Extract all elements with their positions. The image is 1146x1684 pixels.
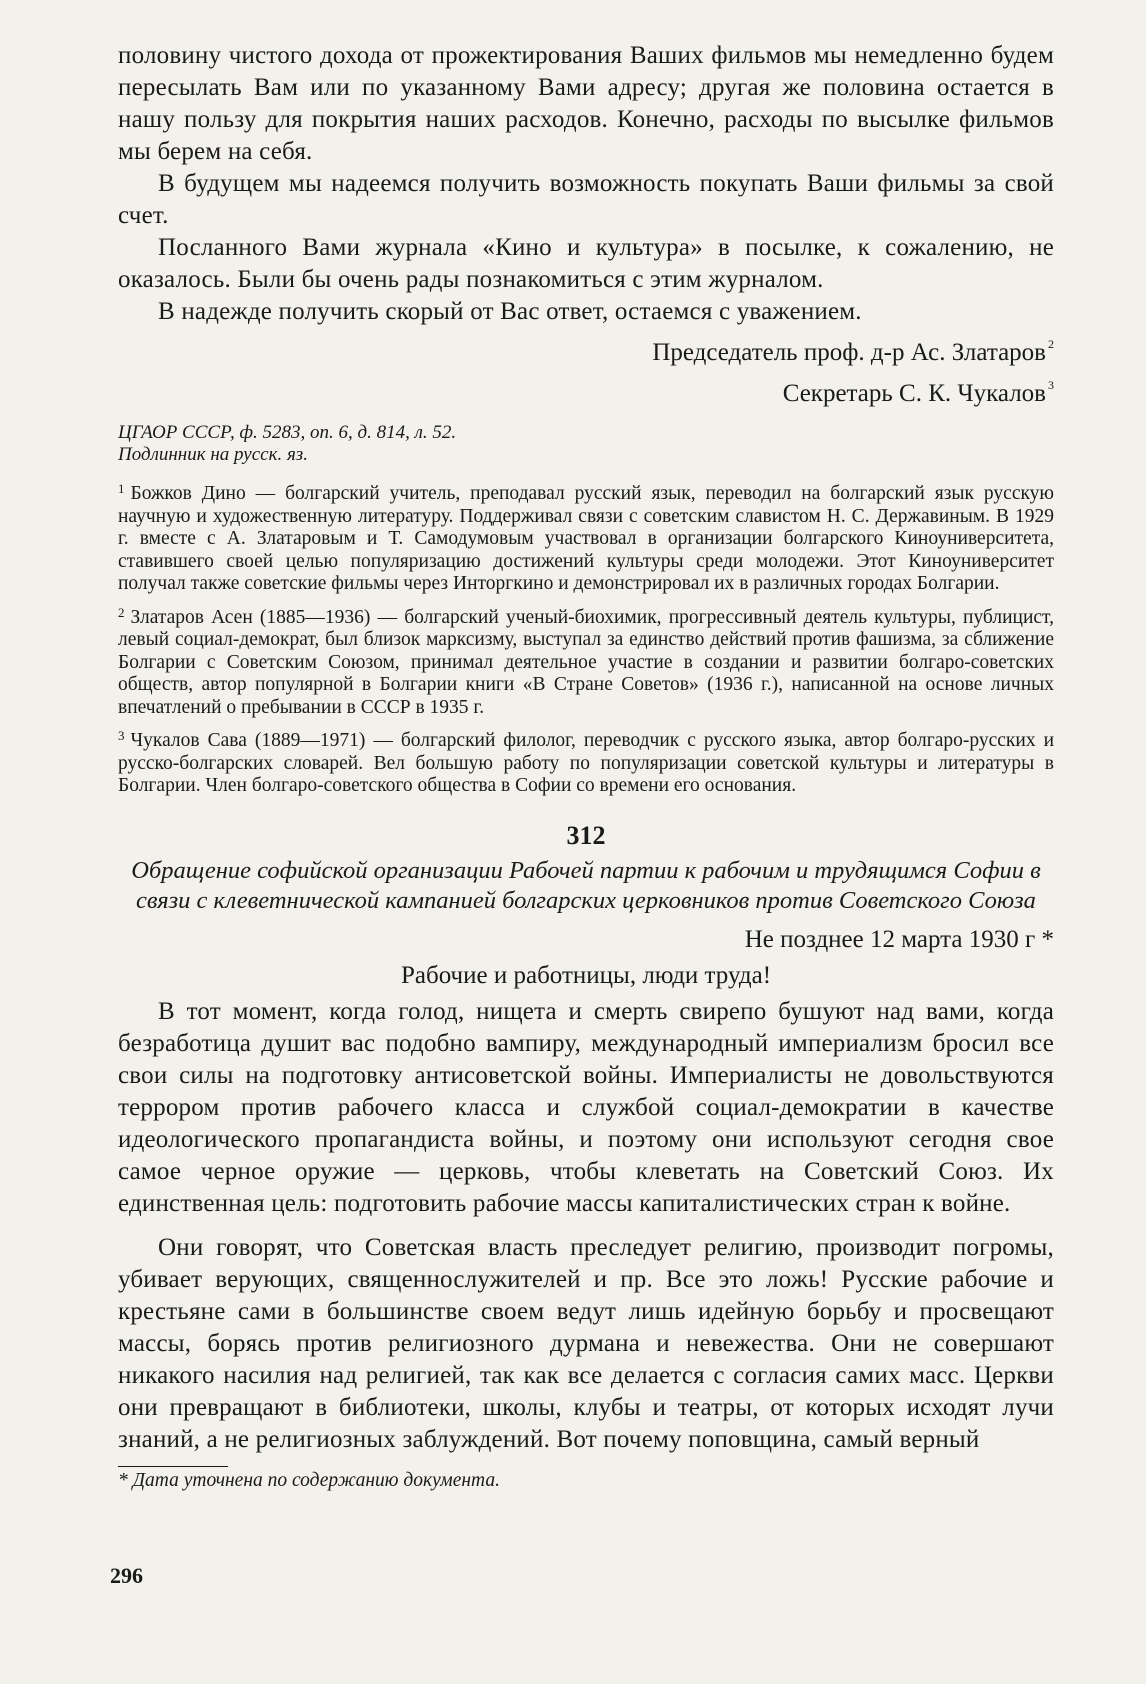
document-title: Обращение софийской организации Рабочей партии к рабочим и трудящимся Софии в связи с клеветнической кампанией болгарских церковников против Советского Союза — [131, 856, 1041, 914]
appeal-paragraph-2: Они говорят, что Советская власть преследует религию, производит погромы, убивает верующих, священнослужителей и пр. Все это ложь! Русские рабочие и крестьяне сами в большинстве своем ведут лишь идейную борьбу и просвещают массы, борясь против религиозного дурмана и невежества. Они не совершают никакого насилия над религией, так как все делается с согласия самих масс. Церкви они превращают в библиотеки, школы, клубы и театры, от которых исходят лучи знаний, а не религиозных заблуждений. Вот почему поповщина, самый верный — [118, 1233, 1054, 1453]
page-content — [118, 40, 1054, 1493]
letter-paragraph-2: В будущем мы надеемся получить возможность покупать Ваши фильмы за свой счет. — [118, 170, 1054, 229]
appeal-heading: Рабочие и работницы, люди труда! — [400, 961, 772, 989]
document-date: Не позднее 12 марта 1930 г * — [744, 925, 1054, 953]
signature-secretary: Секретарь С. К. Чукалов $^3$ — [782, 378, 1054, 407]
archive-reference: ЦГАОР СССР, ф. 5283, оп. 6, д. 814, л. 52. — [118, 422, 457, 443]
archive-source — [118, 422, 1054, 466]
footnote-1: $^1$ Божков Дино — болгарский учитель, преподавал русский язык, переводил на болгарский язык русскую научную и художественную литературу. Поддерживал связи с советским славистом Н. С. Державиным. В 1929 г. вместе с А. Златаровым и Т. Самодумовым участвовал в организации болгарского Киноуниверситета, ставившего своей целью популяризацию достижений культуры среди молодежи. Этот Киноуниверситет получал также советские фильмы через Инторгкино и демонстрировал их в различных городах Болгарии. — [118, 481, 1054, 594]
footnote-divider — [118, 1466, 228, 1467]
letter-paragraph-1: половину чистого дохода от прожектирования Ваших фильмов мы немедленно будем пересылать Вам или по указанному Вами адресу; другая же половина остается в нашу пользу для покрытия наших расходов. Конечно, расходы по высылке фильмов мы берем на себя. — [118, 42, 1054, 165]
footnote-3: $^3$ Чукалов Сава (1889—1971) — болгарский филолог, переводчик с русского языка, автор болгаро-русских и русско-болгарских словарей. Вел большую работу по популяризации советской культуры и литературы в Болгарии. Член болгаро-советского общества в Софии со времени его основания. — [118, 728, 1054, 796]
footnote-2: $^2$ Златаров Асен (1885—1936) — болгарский ученый-биохимик, прогрессивный деятель культуры, публицист, левый социал-демократ, был близок марксизму, выступал за единство действий против фашизма, за сближение Болгарии с Советским Союзом, принимал деятельное участие в создании и развитии болгаро-советских обществ, автор популярной в Болгарии книги «В Стране Советов» (1936 г.), написанной на основе личных впечатлений о пребывании в СССР в 1935 г. — [118, 604, 1054, 718]
original-language-note: Подлинник на русск. яз. — [118, 444, 308, 465]
signature-chairman: Председатель проф. д-р Ас. Златаров $^2$ — [652, 337, 1054, 366]
letter-paragraph-3: Посланного Вами журнала «Кино и культура» в посылке, к сожалению, не оказалось. Были бы очень рады познакомиться с этим журналом. — [118, 234, 1054, 293]
appeal-paragraph-1: В тот момент, когда голод, нищета и смерть свирепо бушуют над вами, когда безработица душит вас подобно вампиру, международный империализм бросил все свои силы на подготовку антисоветской войны. Империалисты не довольствуются террором против рабочего класса и службой социал-демократии в качестве идеологического пропагандиста войны, и поэтому они используют сегодня свое самое черное оружие — церковь, чтобы клеветать на Советский Союз. Их единственная цель: подготовить рабочие массы капиталистических стран к войне. — [118, 997, 1054, 1217]
letter-paragraph-4: В надежде получить скорый от Вас ответ, остаемся с уважением. — [158, 298, 862, 325]
date-footnote: * Дата уточнена по содержанию документа. — [118, 1469, 501, 1491]
document-number: 312 — [566, 820, 606, 850]
page-number: 296 — [110, 1563, 143, 1588]
